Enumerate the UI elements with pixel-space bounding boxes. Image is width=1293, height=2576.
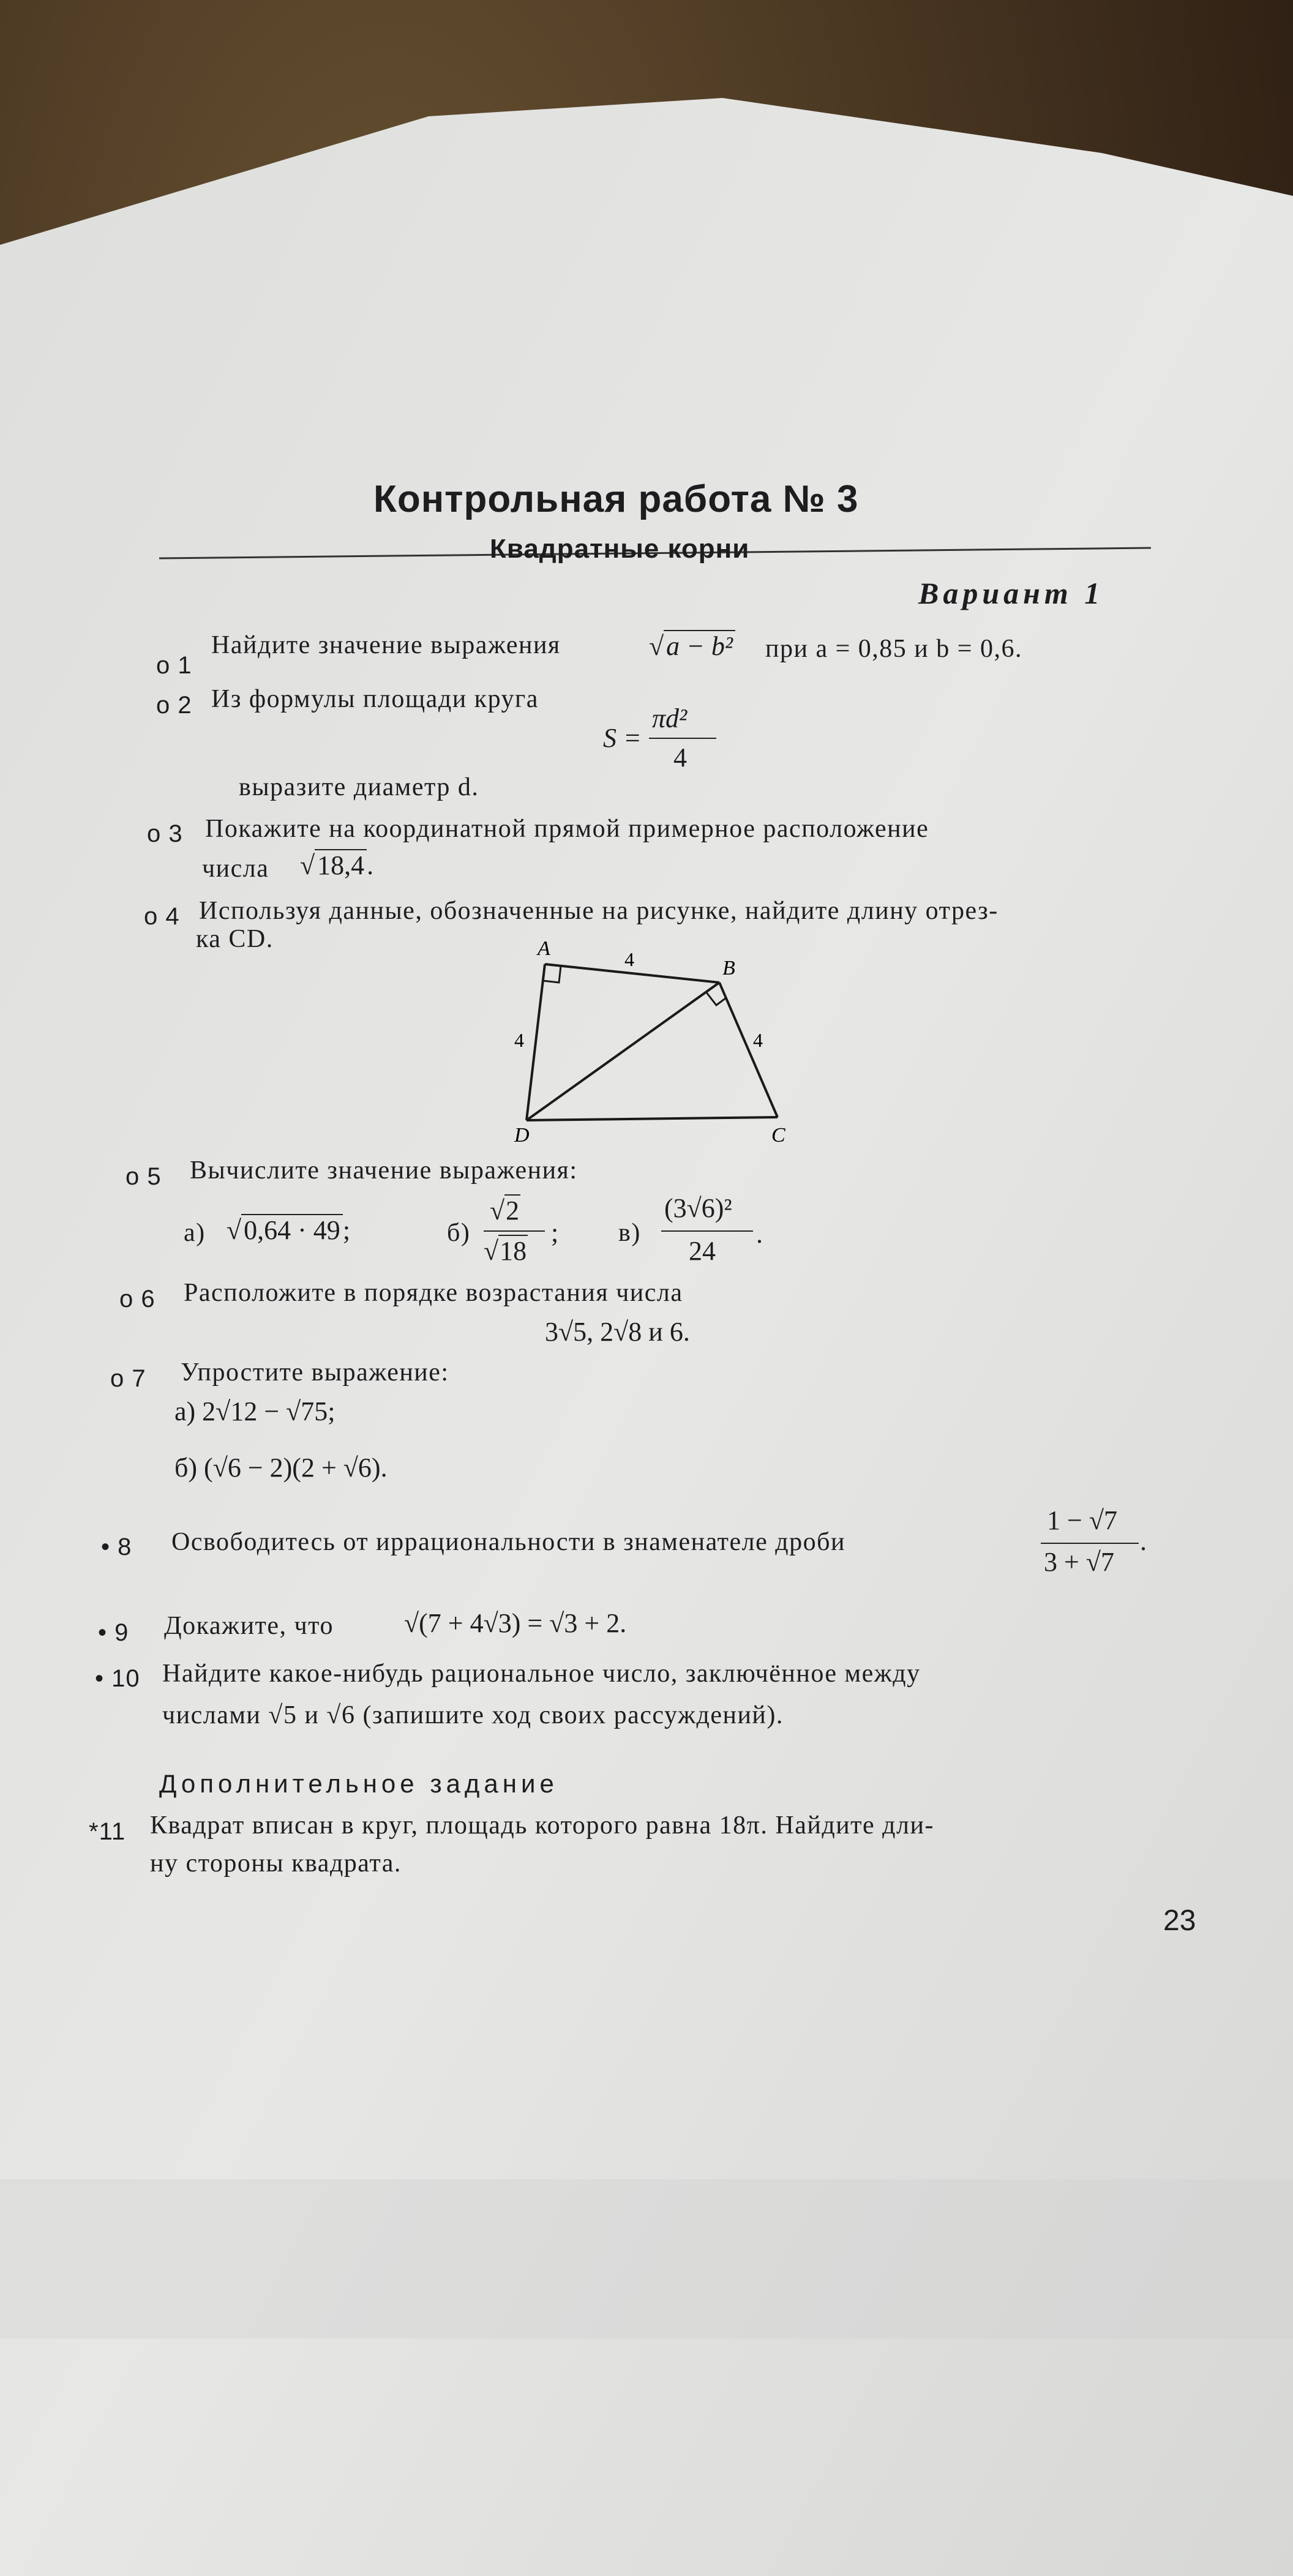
problem-5b-numerator: √2 bbox=[490, 1196, 520, 1226]
problem-3-end: . bbox=[367, 850, 374, 880]
problem-2-formula-numerator: πd² bbox=[652, 703, 688, 733]
problem-2-formula-denominator: 4 bbox=[673, 743, 687, 773]
problem-4-line-1: Используя данные, обозначенные на рисунке, найдите длину отрез- bbox=[199, 897, 999, 925]
page-subtitle: Квадратные корни bbox=[490, 534, 750, 564]
problem-9-expression: √(7 + 4√3) = √3 + 2. bbox=[404, 1608, 627, 1638]
problem-9-text: Докажите, что bbox=[164, 1612, 334, 1640]
problem-5b-end: ; bbox=[551, 1218, 559, 1248]
problem-11-line-1: Квадрат вписан в круг, площадь которого равна 18π. Найдите дли- bbox=[150, 1811, 934, 1840]
problem-7b: б) (√6 − 2)(2 + √6). bbox=[174, 1453, 388, 1483]
problem-1-text: Найдите значение выражения bbox=[211, 631, 561, 659]
side-ab-length: 4 bbox=[624, 948, 634, 970]
variant-label: Вариант 1 bbox=[918, 576, 1104, 610]
problem-2-text-2: выразите диаметр d. bbox=[239, 773, 479, 801]
segment-da bbox=[527, 964, 545, 1120]
problem-5-number: о 5 bbox=[126, 1163, 162, 1190]
problem-6-number: о 6 bbox=[119, 1286, 156, 1312]
problem-11-line-2: ну стороны квадрата. bbox=[150, 1849, 402, 1878]
problem-3-expression: √18,4. bbox=[300, 850, 374, 880]
problem-2-text: Из формулы площади круга bbox=[211, 685, 539, 713]
problem-7a: а) 2√12 − √75; bbox=[174, 1396, 335, 1426]
problem-3-line-1: Покажите на координатной прямой примерное расположение bbox=[205, 815, 929, 843]
segment-cd bbox=[527, 1117, 778, 1120]
problem-1-condition: при a = 0,85 и b = 0,6. bbox=[765, 635, 1022, 663]
problem-2-formula-left: S = bbox=[603, 723, 642, 753]
segment-bc bbox=[719, 983, 778, 1117]
problem-4-number: о 4 bbox=[144, 903, 180, 930]
problem-10-line-2: числами √5 и √6 (запишите ход своих рассуждений). bbox=[162, 1701, 784, 1729]
trapezoid-figure bbox=[490, 937, 833, 1145]
problem-5b-label: б) bbox=[447, 1219, 471, 1247]
right-angle-a bbox=[543, 966, 561, 983]
problem-4-line-2: ка CD. bbox=[196, 925, 274, 953]
problem-5a-radicand: 0,64 · 49 bbox=[241, 1214, 343, 1245]
problem-8-number: • 8 bbox=[101, 1533, 132, 1560]
problem-9-number: • 9 bbox=[98, 1619, 129, 1646]
problem-7-number: о 7 bbox=[110, 1365, 146, 1392]
vertex-d-label: D bbox=[514, 1124, 530, 1145]
problem-1-radicand: a − b² bbox=[664, 630, 735, 661]
problem-5c-fraction-bar bbox=[661, 1230, 753, 1232]
problem-8-numerator: 1 − √7 bbox=[1047, 1505, 1117, 1535]
problem-1-number: о 1 bbox=[156, 652, 192, 679]
vertex-c-label: C bbox=[771, 1124, 785, 1145]
problem-10-number: • 10 bbox=[95, 1665, 140, 1692]
problem-3-radicand: 18,4 bbox=[315, 849, 367, 880]
vertex-b-label: B bbox=[722, 957, 735, 979]
problem-5c-end: . bbox=[756, 1219, 763, 1249]
problem-5a-expression: √0,64 · 49; bbox=[227, 1215, 351, 1245]
problem-3-number: о 3 bbox=[147, 820, 183, 847]
problem-8-text: Освободитесь от иррациональности в знаменателе дроби bbox=[171, 1528, 845, 1556]
problem-7-text: Упростите выражение: bbox=[181, 1358, 449, 1387]
diagonal-db bbox=[527, 983, 719, 1120]
problem-3-line-2-start: числа bbox=[202, 855, 269, 883]
problem-1-expression: √a − b² bbox=[649, 631, 735, 662]
problem-5c-denominator: 24 bbox=[689, 1236, 716, 1266]
page-number: 23 bbox=[1163, 1904, 1196, 1937]
problem-8-denominator: 3 + √7 bbox=[1044, 1547, 1114, 1577]
problem-6-numbers: 3√5, 2√8 и 6. bbox=[545, 1317, 690, 1347]
side-bc-length: 4 bbox=[753, 1029, 763, 1051]
problem-5b-den-radicand: 18 bbox=[500, 1236, 527, 1266]
problem-11-number: *11 bbox=[89, 1818, 126, 1845]
problem-8-end: . bbox=[1140, 1526, 1147, 1556]
problem-2-fraction-bar bbox=[649, 738, 716, 739]
problem-8-fraction-bar bbox=[1041, 1543, 1139, 1544]
page-title: Контрольная работа № 3 bbox=[373, 478, 859, 520]
vertex-a-label: A bbox=[538, 937, 550, 960]
problem-5a-end: ; bbox=[342, 1215, 351, 1245]
problem-5a-label: а) bbox=[184, 1219, 206, 1247]
problem-5b-fraction-bar bbox=[484, 1230, 545, 1232]
problem-2-number: о 2 bbox=[156, 692, 192, 719]
problem-5-text: Вычислите значение выражения: bbox=[190, 1156, 578, 1185]
side-ad-length: 4 bbox=[514, 1029, 524, 1051]
problem-5b-num-radicand: 2 bbox=[506, 1196, 520, 1226]
problem-5c-label: в) bbox=[618, 1219, 641, 1247]
problem-5b-denominator: √18 bbox=[484, 1236, 527, 1266]
problem-6-text: Расположите в порядке возрастания числа bbox=[184, 1279, 683, 1307]
problem-10-line-1: Найдите какое-нибудь рациональное число, заключённое между bbox=[162, 1660, 921, 1688]
extra-task-title: Дополнительное задание bbox=[159, 1769, 558, 1798]
problem-5c-numerator: (3√6)² bbox=[664, 1193, 732, 1223]
